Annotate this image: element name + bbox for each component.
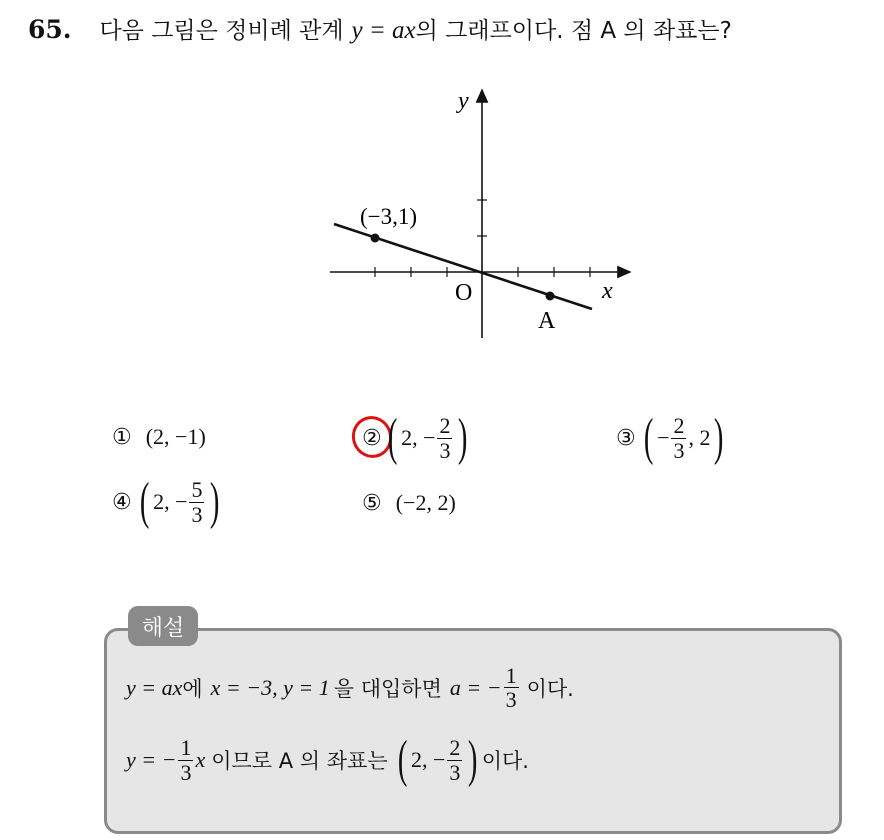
- choice-2-fraction: $\frac{2}{3}$: [439, 413, 451, 463]
- question-text-after: 의 그래프이다. 점 A 의 좌표는?: [415, 18, 732, 44]
- choice-4[interactable]: ④ ( 2, − $\frac{5}{3}$ ): [112, 473, 220, 530]
- choice-5-marker: ⑤: [362, 490, 382, 516]
- choice-1[interactable]: [112, 424, 206, 450]
- question-number: 65.: [28, 15, 72, 44]
- choice-3[interactable]: ③ ( − $\frac{2}{3}$ , 2 ): [616, 409, 724, 466]
- graph: [300, 80, 660, 360]
- sol1-kr2: 을 대입하면: [333, 676, 442, 701]
- sol1-kr3: 이다.: [526, 676, 574, 701]
- point-neg3-1: [371, 234, 380, 243]
- sol1-kr1: 에: [182, 676, 203, 701]
- choice-5-text: (−2, 2): [395, 490, 456, 515]
- choice-3-marker: ③: [616, 425, 636, 451]
- choice-2-pre: 2, −: [401, 425, 436, 450]
- solution-tab: 해설: [128, 606, 198, 646]
- point-label: (−3,1): [360, 204, 418, 229]
- choice-1-text: (2, −1): [145, 424, 206, 449]
- sol1-fraction: $\frac{1}{3}$: [505, 663, 517, 713]
- sol2-kr2: 이다.: [481, 749, 529, 773]
- choice-3-post: , 2: [688, 425, 711, 450]
- sol2-fraction: $\frac{1}{3}$: [180, 735, 192, 785]
- sol1-eq3: a = −: [449, 674, 502, 700]
- choice-1-marker: ①: [112, 424, 132, 450]
- sol1-eq2: x = −3, y = 1: [210, 674, 330, 700]
- y-axis-label: y: [458, 88, 469, 114]
- sol1-eq1: y = ax: [126, 674, 183, 700]
- choice-4-pre: 2, −: [153, 489, 188, 514]
- choice-4-marker: ④: [112, 489, 132, 515]
- sol2-fraction-2: $\frac{2}{3}$: [449, 735, 461, 785]
- question-text-before: 다음 그림은 정비례 관계: [99, 18, 344, 44]
- choice-3-pre: −: [657, 425, 670, 450]
- point-a-label: A: [538, 308, 556, 334]
- choice-3-fraction: $\frac{2}{3}$: [673, 413, 685, 463]
- sol2-pre: 2, −: [410, 747, 446, 772]
- solution-line-2: y = − $\frac{1}{3}$ x 이므로 A 의 좌표는 ( 2, − $\frac{2}{3}$ ) 이다.: [126, 731, 529, 788]
- question-equation: y = ax: [351, 17, 416, 44]
- choice-2[interactable]: ② ( 2, − $\frac{2}{3}$ ): [362, 409, 468, 466]
- sol2-eq1: y = −: [126, 747, 177, 772]
- question-text: [28, 12, 732, 45]
- point-a: [546, 292, 555, 301]
- choice-5[interactable]: [362, 490, 456, 516]
- choice-2-marker: ②: [362, 425, 382, 451]
- choice-4-fraction: $\frac{5}{3}$: [191, 477, 203, 527]
- solution-line-1: [126, 664, 574, 711]
- sol2-eq1b: x: [195, 747, 206, 772]
- sol2-kr1: 이므로 A 의 좌표는: [211, 749, 388, 773]
- origin-label: O: [455, 280, 473, 306]
- x-axis-label: x: [602, 278, 613, 304]
